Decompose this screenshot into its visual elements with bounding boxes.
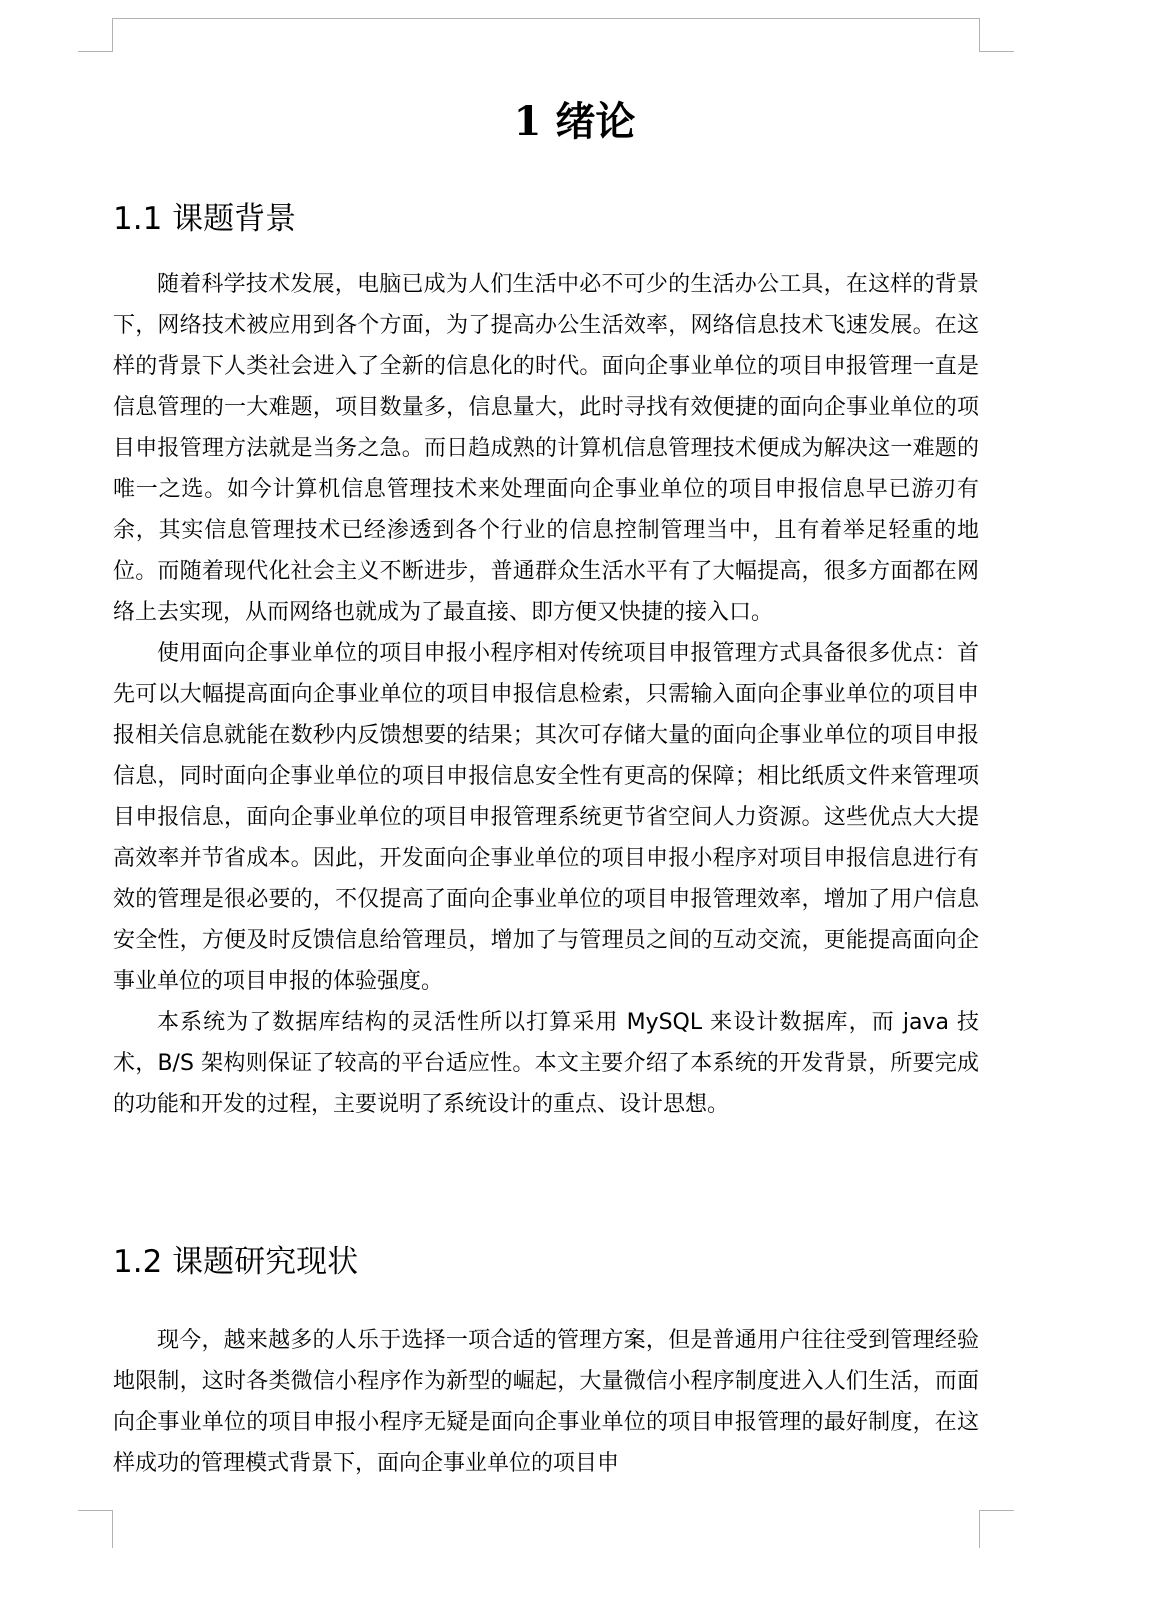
paragraph: 使用面向企事业单位的项目申报小程序相对传统项目申报管理方式具备很多优点：首先可以大幅提高面向企事业单位的项目申报信息检索，只需输入面向企事业单位的项目申报相关信息就能在数秒内反馈想要的结果；其次可存储大量的面向企事业单位的项目申报信息，同时面向企事业单位的项目申报信息安全性有更高的保障；相比纸质文件来管理项目申报信息，面向企事业单位的项目申报管理系统更节省空间人力资源。这些优点大大提高效率并节省成本。因此，开发面向企事业单位的项目申报小程序对项目申报信息进行有效的管理是很必要的，不仅提高了面向企事业单位的项目申报管理效率，增加了用户信息安全性，方便及时反馈信息给管理员，增加了与管理员之间的互动交流，更能提高面向企事业单位的项目申报的体验强度。 xyxy=(113,641,979,994)
crop-mark-bottom-right-vertical xyxy=(979,1510,980,1548)
crop-mark-top-right-horizontal xyxy=(979,51,1014,52)
crop-mark-top-left-vertical xyxy=(112,18,113,52)
paragraph: 本系统为了数据库结构的灵活性所以打算采用 MySQL 来设计数据库，而 java 技术，B/S 架构则保证了较高的平台适应性。本文主要介绍了本系统的开发背景，所要完成的功能和开发的过程，主要说明了系统设计的重点、设计思想。 xyxy=(113,1010,979,1117)
crop-mark-top-left-horizontal xyxy=(78,51,113,52)
header-edge-line xyxy=(112,18,980,19)
crop-mark-bottom-left-horizontal xyxy=(78,1510,113,1511)
paragraph: 现今，越来越多的人乐于选择一项合适的管理方案，但是普通用户往往受到管理经验地限制，这时各类微信小程序作为新型的崛起，大量微信小程序制度进入人们生活，而面向企事业单位的项目申报小程序无疑是面向企事业单位的项目申报管理的最好制度，在这样成功的管理模式背景下，面向企事业单位的项目申 xyxy=(113,1328,979,1476)
section-heading-1-2: 1.2 课题研究现状 xyxy=(113,1244,359,1280)
chapter-title: 1 绪论 xyxy=(513,98,636,145)
section-1-2-body xyxy=(113,1320,979,1484)
crop-mark-bottom-right-horizontal xyxy=(979,1510,1014,1511)
crop-mark-bottom-left-vertical xyxy=(112,1510,113,1548)
crop-mark-top-right-vertical xyxy=(979,18,980,52)
section-heading-1-1: 1.1 课题背景 xyxy=(113,201,297,237)
section-1-1-body xyxy=(113,264,979,1125)
paragraph: 随着科学技术发展，电脑已成为人们生活中必不可少的生活办公工具，在这样的背景下，网络技术被应用到各个方面，为了提高办公生活效率，网络信息技术飞速发展。在这样的背景下人类社会进入了全新的信息化的时代。面向企事业单位的项目申报管理一直是信息管理的一大难题，项目数量多，信息量大，此时寻找有效便捷的面向企事业单位的项目申报管理方法就是当务之急。而日趋成熟的计算机信息管理技术便成为解决这一难题的唯一之选。如今计算机信息管理技术来处理面向企事业单位的项目申报信息早已游刃有余，其实信息管理技术已经渗透到各个行业的信息控制管理当中，且有着举足轻重的地位。而随着现代化社会主义不断进步，普通群众生活水平有了大幅提高，很多方面都在网络上去实现，从而网络也就成为了最直接、即方便又快捷的接入口。 xyxy=(113,272,979,625)
